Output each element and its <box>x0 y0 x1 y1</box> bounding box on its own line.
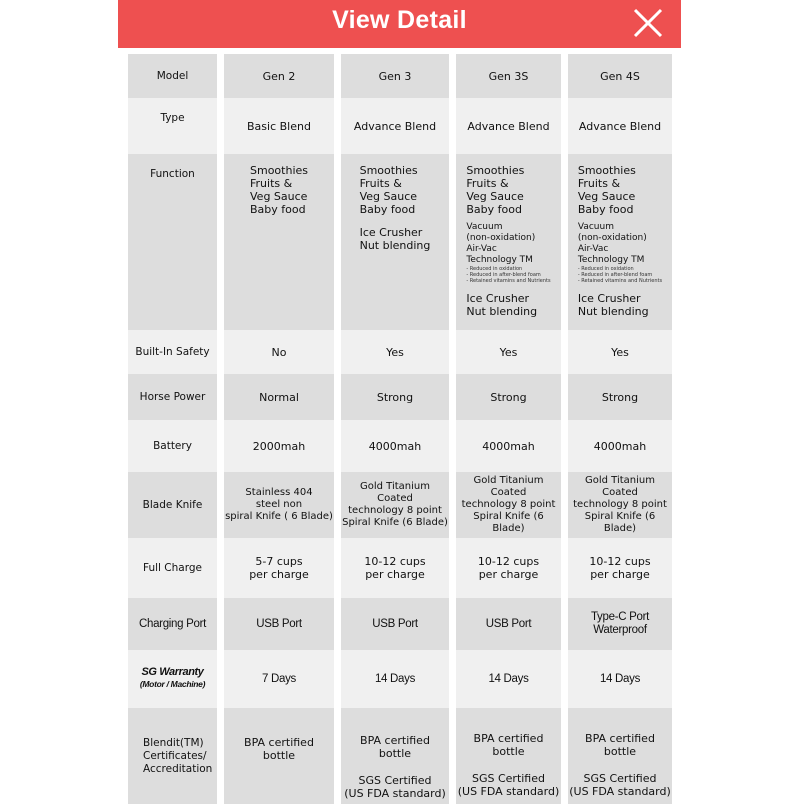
row-label: Blendit(TM) Certificates/ Accreditation <box>143 736 213 775</box>
warranty-gen4s: 14 Days <box>599 672 641 685</box>
safety-gen2: No <box>271 345 287 359</box>
row-label: Type <box>160 112 185 124</box>
row-label: Horse Power <box>139 390 206 403</box>
row-full-charge <box>128 538 672 598</box>
row-safety <box>128 330 672 374</box>
header-bar <box>118 0 681 48</box>
row-certificates <box>128 708 672 804</box>
model-gen4s: Gen 4S <box>600 69 640 83</box>
port-gen2: USB Port <box>256 617 302 630</box>
cert-gen2: BPA certified bottle <box>244 736 314 762</box>
port-gen3: USB Port <box>372 617 418 630</box>
charge-gen3: 10-12 cups per charge <box>364 555 426 581</box>
row-label: Charging Port <box>138 617 207 630</box>
row-function <box>128 154 672 330</box>
model-gen3s: Gen 3S <box>488 69 529 83</box>
function-gen4s: Smoothies Fruits & Veg Sauce Baby food Vacuum (non-oxidation) Air-Vac Technology TM - Reduced in oxidation - Reduced in after-blend foam - Retained vitamins and Nutrients Ice Crusher Nut blending <box>577 164 663 318</box>
safety-gen3s: Yes <box>499 345 518 359</box>
type-gen2: Basic Blend <box>247 119 311 133</box>
cert-gen3s: BPA certified bottle SGS Certified (US FDA standard) <box>457 732 560 798</box>
port-gen3s: USB Port <box>485 617 532 630</box>
function-gen3: Smoothies Fruits & Veg Sauce Baby food Ice Crusher Nut blending <box>359 164 431 252</box>
power-gen3s: Strong <box>490 390 527 404</box>
function-gen3s: Smoothies Fruits & Veg Sauce Baby food Vacuum (non-oxidation) Air-Vac Technology TM - Reduced in oxidation - Reduced in after-blend foam - Retained vitamins and Nutrients Ice Crusher Nut blending <box>466 164 551 318</box>
row-label: Built-In Safety <box>135 345 210 358</box>
row-type <box>128 98 672 154</box>
type-gen4s: Advance Blend <box>578 119 662 133</box>
type-gen3s: Advance Blend <box>467 119 550 133</box>
row-label <box>128 650 217 708</box>
comparison-table <box>128 54 672 804</box>
row-charging-port <box>128 598 672 650</box>
battery-gen3s: 4000mah <box>482 439 535 453</box>
row-label: Model <box>156 69 189 82</box>
blade-gen3: Gold Titanium Coated technology 8 point Spiral Knife (6 Blade) <box>342 481 448 528</box>
power-gen4s: Strong <box>601 390 639 404</box>
row-label: Function <box>150 168 195 180</box>
battery-gen3: 4000mah <box>368 439 422 453</box>
model-gen2: Gen 2 <box>262 69 296 83</box>
warranty-gen2: 7 Days <box>262 672 296 685</box>
function-gen2: Smoothies Fruits & Veg Sauce Baby food <box>250 164 308 216</box>
charge-gen2: 5-7 cups per charge <box>249 555 309 581</box>
close-icon[interactable] <box>630 5 666 41</box>
row-label: Battery <box>153 439 192 452</box>
charge-gen4s: 10-12 cups per charge <box>589 555 651 581</box>
blade-gen3s: Gold Titanium Coated technology 8 point Spiral Knife (6 Blade) <box>461 475 556 534</box>
row-label: Blade Knife <box>142 498 203 511</box>
safety-gen4s: Yes <box>611 345 629 359</box>
cert-gen4s: BPA certified bottle SGS Certified (US FDA standard) <box>569 732 671 798</box>
power-gen3: Strong <box>376 390 414 404</box>
row-label: Full Charge <box>143 561 202 574</box>
model-gen3: Gen 3 <box>378 69 412 83</box>
blade-gen2: Stainless 404 steel non spiral Knife ( 6 Blade) <box>225 487 333 522</box>
row-battery <box>128 420 672 472</box>
blade-gen4s: Gold Titanium Coated technology 8 point Spiral Knife (6 Blade) <box>573 475 667 534</box>
port-gen4s: Type-C Port Waterproof <box>590 611 650 636</box>
page-title: View Detail <box>332 6 467 34</box>
row-blade <box>128 472 672 538</box>
warranty-gen3: 14 Days <box>374 672 416 685</box>
charge-gen3s: 10-12 cups per charge <box>477 555 540 581</box>
type-gen3: Advance Blend <box>353 119 437 133</box>
cert-gen3: BPA certified bottle SGS Certified (US FDA standard) <box>344 734 446 800</box>
power-gen2: Normal <box>259 390 299 404</box>
warranty-gen3s: 14 Days <box>488 672 529 685</box>
battery-gen2: 2000mah <box>252 439 306 453</box>
warranty-sublabel: (Motor / Machine) <box>139 679 206 689</box>
safety-gen3: Yes <box>386 345 404 359</box>
battery-gen4s: 4000mah <box>593 439 647 453</box>
row-model <box>128 54 672 98</box>
row-horse-power <box>128 374 672 420</box>
row-warranty <box>128 650 672 708</box>
warranty-label: SG Warranty <box>141 666 204 678</box>
